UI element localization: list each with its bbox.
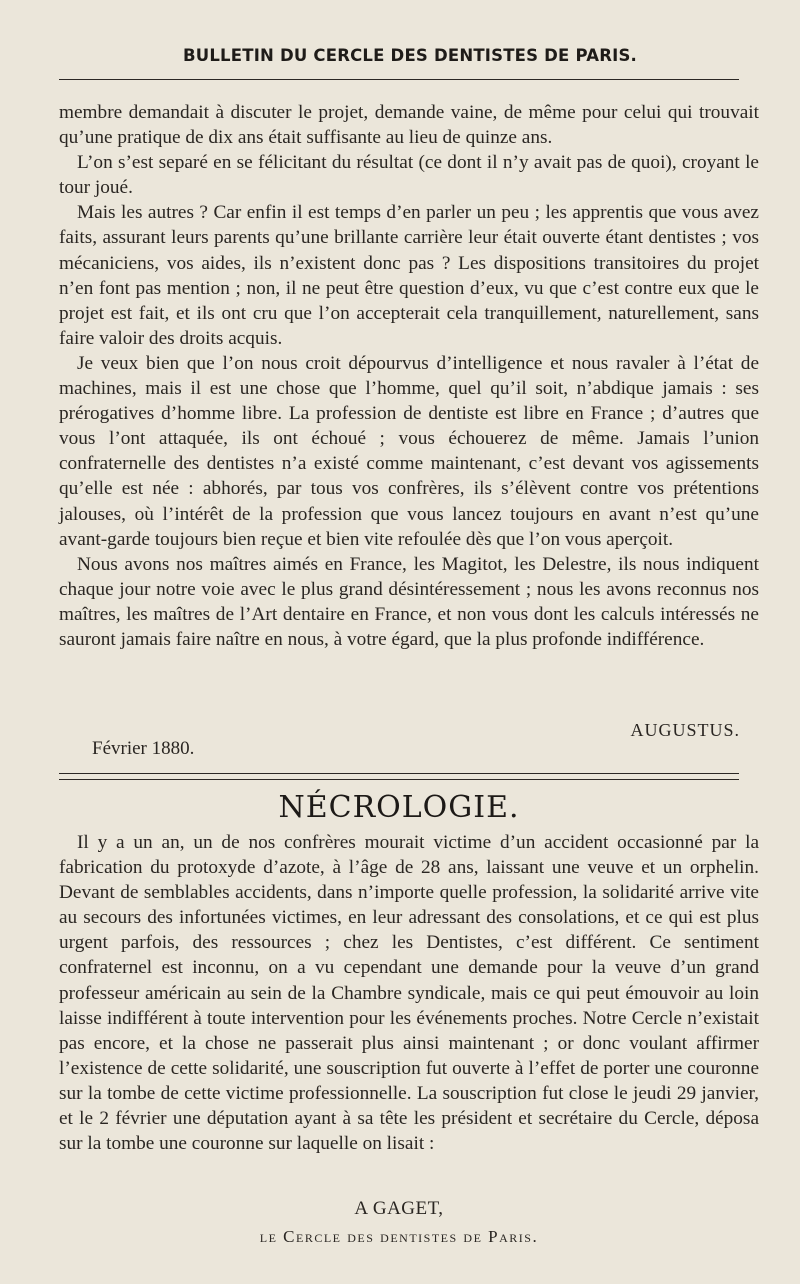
wreath-inscription-line: le Cercle des dentistes de Paris. [259,1227,539,1246]
article-paragraph: Mais les autres ? Car enfin il est temps d’en parler un peu ; les apprentis que vous avez faits, assurant leurs parents qu’une brillante carrière leur était ouverte étant dentistes ; vos mécaniciens, vos aides, ils n’existent donc pas ? Les dispositions transitoires du projet n’en font pas mention ; non, il ne peut être question d’eux, vu que c’est contre eux que le projet est fait, et ils ont cru que l’on accepterait cela tranquillement, naturellement, sans faire valoir des droits acquis. [59,202,759,349]
necrology-paragraph: Il y a un an, un de nos confrères mourait victime d’un accident occasionné par la fabrication du protoxyde d’azote, à l’âge de 28 ans, laissant une veuve et un orphelin. Devant de semblables accidents, dans n’importe quelle profession, la solidarité arrive vite au secours des infortunées victimes, en leur adressant des consolations, et ce qui est plus urgent parfois, des ressources ; chez les Dentistes, c’est différent. Ce sentiment confraternel est inconnu, on a vu cependant une demande pour la veuve d’un grand professeur américain au sein de la Chambre syndicale, mais ce qui peut émouvoir au loin laisse indifférent à toute intervention pour les événements proches. Notre Cercle n’existait pas encore, et la chose ne passerait plus ainsi maintenant ; or donc voulant affirmer l’existence de cette solidarité, une souscription fut ouverte à l’effet de porter une couronne sur la tombe de cette victime professionnelle. La souscription fut close le jeudi 29 janvier, et le 2 février une députation ayant à sa tête les président et secrétaire du Cercle, déposa sur la tombe une couronne sur laquelle on lisait : [59,832,759,1155]
wreath-inscription-name: A GAGET, [354,1198,444,1219]
section-title: NÉCROLOGIE. [278,790,520,825]
necrology-body [59,830,759,1156]
running-header: BULLETIN DU CERCLE DES DENTISTES DE PARIS. [182,46,638,65]
article-date: Février 1880. [92,738,195,759]
article-signature: AUGUSTUS. [630,720,740,740]
header-rule [59,79,739,80]
article-paragraph: membre demandait à discuter le projet, demande vaine, de même pour celui qui trouvait qu’une pratique de dix ans était suffisante au lieu de quinze ans. [59,102,759,149]
article-paragraph: Nous avons nos maîtres aimés en France, les Magitot, les Delestre, ils nous indiquent chaque jour notre voie avec le plus grand désintéressement ; nous les avons reconnus nos maîtres, les maîtres de l’Art dentaire en France, et non vous dont les calculs intéressés ne sauront jamais faire naître en nous, à votre égard, que la plus profonde indifférence. [59,553,759,650]
article-paragraph: Je veux bien que l’on nous croit dépourvus d’intelligence et nous ravaler à l’état de machines, mais il est une chose que l’homme, quel qu’il soit, n’abdique jamais : ses prérogatives d’homme libre. La profession de dentiste est libre en France ; d’autres que vous l’ont attaquée, ils ont échoué ; vous échouerez de même. Jamais l’union confraternelle des dentistes n’a existé comme maintenant, c’est devant vos agissements qu’elle est née : abhorés, par tous vos confrères, ils s’élèvent contre vos prétentions jalouses, où l’intérêt de la profession que vous lancez toujours en avant n’est qu’une avant-garde toujours bien reçue et bien vite refoulée dès que l’on vous aperçoit. [59,352,759,550]
section-divider [59,773,739,780]
article-paragraph: L’on s’est separé en se félicitant du résultat (ce dont il n’y avait pas de quoi), croyant le tour joué. [59,152,759,199]
article-body [59,100,759,652]
